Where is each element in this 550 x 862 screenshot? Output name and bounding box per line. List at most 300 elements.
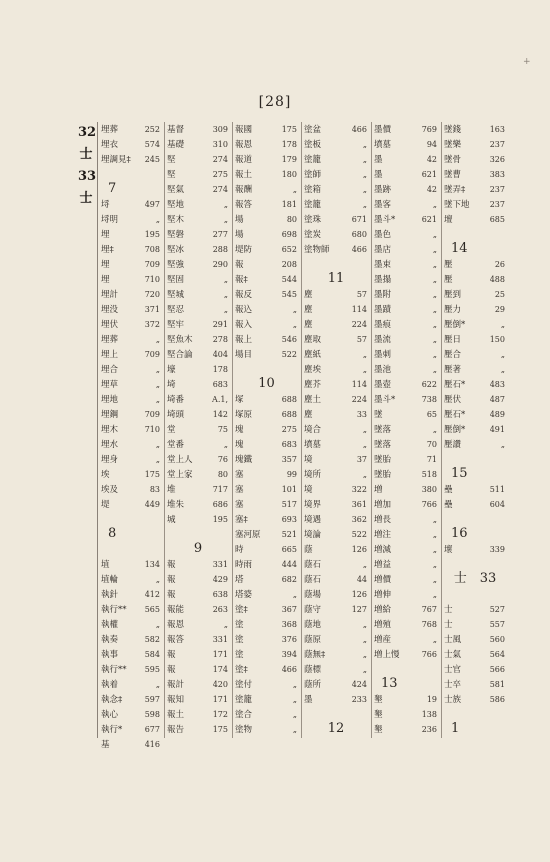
entry-page-number: 380 bbox=[421, 485, 437, 494]
index-entry bbox=[98, 152, 164, 168]
entry-page-number: „ bbox=[362, 185, 367, 194]
entry-term: 壇 bbox=[444, 215, 453, 225]
index-entry bbox=[98, 437, 164, 453]
index-entry bbox=[441, 632, 509, 648]
index-entry bbox=[371, 227, 441, 243]
index-entry bbox=[371, 317, 441, 333]
entry-term: 墨跡 bbox=[374, 185, 392, 195]
entry-page-number: 175 bbox=[144, 470, 160, 479]
index-entry bbox=[164, 662, 232, 678]
entry-term: 境遇 bbox=[304, 515, 322, 525]
index-entry bbox=[232, 557, 301, 573]
index-entry bbox=[98, 587, 164, 603]
entry-page-number: „ bbox=[362, 140, 367, 149]
index-entry bbox=[232, 287, 301, 303]
entry-term: 塊鐵 bbox=[235, 455, 253, 465]
entry-page-number: 233 bbox=[351, 695, 367, 704]
entry-page-number: 134 bbox=[144, 560, 160, 569]
index-entry bbox=[301, 467, 371, 483]
entry-term: 塚原 bbox=[235, 410, 253, 420]
entry-page-number: 686 bbox=[212, 500, 228, 509]
entry-page-number: 677 bbox=[144, 725, 160, 734]
entry-page-number: 224 bbox=[351, 395, 367, 404]
entry-page-number: 277 bbox=[212, 230, 228, 239]
entry-page-number: „ bbox=[155, 215, 160, 224]
entry-page-number: „ bbox=[292, 305, 297, 314]
entry-page-number: „ bbox=[155, 380, 160, 389]
entry-page-number: 57 bbox=[356, 335, 367, 344]
entry-page-number: 483 bbox=[489, 380, 505, 389]
stroke-count-label: 13 bbox=[381, 676, 398, 691]
entry-term: 塗 bbox=[235, 635, 244, 645]
entry-term: 壘 bbox=[444, 485, 453, 495]
index-entry bbox=[301, 122, 371, 138]
entry-term: 報答 bbox=[167, 635, 185, 645]
entry-page-number: 527 bbox=[489, 605, 505, 614]
index-entry bbox=[371, 422, 441, 438]
side-tab: 士 bbox=[79, 147, 93, 162]
entry-page-number: „ bbox=[432, 230, 437, 239]
entry-term: 執事 bbox=[101, 650, 119, 660]
index-entry bbox=[441, 257, 509, 273]
index-entry bbox=[98, 392, 164, 408]
entry-page-number: „ bbox=[432, 245, 437, 254]
entry-term: 墨 bbox=[304, 695, 313, 705]
index-entry bbox=[232, 347, 301, 363]
entry-term: 増 bbox=[374, 485, 383, 495]
index-entry bbox=[232, 692, 301, 708]
index-entry bbox=[232, 152, 301, 168]
index-entry bbox=[371, 572, 441, 588]
entry-page-number: 652 bbox=[281, 245, 297, 254]
entry-page-number: 586 bbox=[489, 695, 505, 704]
entry-term: 堅磐 bbox=[167, 230, 185, 240]
entry-term: 壓石* bbox=[444, 380, 466, 390]
entry-term: 時 bbox=[235, 545, 244, 555]
entry-page-number: 582 bbox=[144, 635, 160, 644]
entry-term: 墨斗* bbox=[374, 395, 396, 405]
entry-page-number: 383 bbox=[489, 170, 505, 179]
entry-term: 埼 bbox=[167, 380, 176, 390]
index-entry bbox=[371, 632, 441, 648]
entry-page-number: 180 bbox=[281, 170, 297, 179]
entry-page-number: 172 bbox=[212, 710, 228, 719]
index-entry bbox=[98, 242, 164, 258]
entry-term: 塵 bbox=[304, 410, 313, 420]
entry-term: 報知 bbox=[167, 695, 185, 705]
index-entry bbox=[164, 692, 232, 708]
index-entry bbox=[98, 572, 164, 588]
index-entry bbox=[164, 467, 232, 483]
index-entry bbox=[301, 482, 371, 498]
index-entry bbox=[164, 437, 232, 453]
index-entry bbox=[164, 392, 232, 408]
index-entry bbox=[164, 287, 232, 303]
index-entry bbox=[371, 407, 441, 423]
entry-page-number: 769 bbox=[421, 125, 437, 134]
entry-term: 塵 bbox=[304, 305, 313, 315]
index-entry bbox=[164, 422, 232, 438]
index-entry bbox=[441, 422, 509, 438]
index-entry bbox=[371, 137, 441, 153]
entry-term: 墨痕 bbox=[374, 320, 392, 330]
entry-term: 壓伏 bbox=[444, 395, 462, 405]
entry-page-number: 710 bbox=[144, 425, 160, 434]
entry-page-number: 195 bbox=[212, 515, 228, 524]
entry-term: 堅忍 bbox=[167, 305, 185, 315]
index-entry bbox=[98, 332, 164, 348]
index-entry bbox=[301, 542, 371, 558]
index-entry bbox=[441, 347, 509, 363]
entry-page-number: 738 bbox=[421, 395, 437, 404]
entry-page-number: 25 bbox=[494, 290, 505, 299]
index-entry bbox=[232, 452, 301, 468]
entry-page-number: 142 bbox=[212, 410, 228, 419]
entry-term: 墨刺 bbox=[374, 350, 392, 360]
index-entry bbox=[164, 647, 232, 663]
entry-page-number: „ bbox=[223, 290, 228, 299]
entry-page-number: „ bbox=[432, 200, 437, 209]
index-entry bbox=[371, 332, 441, 348]
entry-term: 壓石* bbox=[444, 410, 466, 420]
page-number: [28] bbox=[258, 94, 292, 110]
index-entry bbox=[301, 647, 371, 663]
entry-page-number: „ bbox=[432, 275, 437, 284]
entry-term: 塔婆 bbox=[235, 590, 253, 600]
entry-term: 埋草 bbox=[101, 380, 119, 390]
index-entry bbox=[371, 542, 441, 558]
index-entry bbox=[441, 602, 509, 618]
entry-page-number: 597 bbox=[144, 695, 160, 704]
entry-page-number: 171 bbox=[212, 650, 228, 659]
entry-page-number: 720 bbox=[144, 290, 160, 299]
index-entry bbox=[371, 242, 441, 258]
entry-page-number: 26 bbox=[494, 260, 505, 269]
entry-page-number: 557 bbox=[489, 620, 505, 629]
index-entry bbox=[301, 152, 371, 168]
entry-page-number: 178 bbox=[281, 140, 297, 149]
index-entry bbox=[232, 407, 301, 423]
entry-term: 壓倒* bbox=[444, 425, 466, 435]
index-entry bbox=[164, 122, 232, 138]
index-entry bbox=[98, 362, 164, 378]
index-entry bbox=[301, 587, 371, 603]
index-entry bbox=[98, 677, 164, 693]
entry-page-number: 517 bbox=[281, 500, 297, 509]
entry-term: 墜樂 bbox=[444, 140, 462, 150]
entry-term: 報恩 bbox=[167, 620, 185, 630]
entry-term: 報答 bbox=[235, 200, 253, 210]
entry-page-number: 70 bbox=[426, 440, 437, 449]
entry-page-number: 274 bbox=[212, 155, 228, 164]
entry-term: 増益 bbox=[374, 560, 392, 570]
entry-page-number: „ bbox=[362, 170, 367, 179]
entry-term: 執奏 bbox=[101, 635, 119, 645]
entry-page-number: „ bbox=[223, 200, 228, 209]
index-column-3 bbox=[232, 122, 302, 738]
entry-page-number: 288 bbox=[212, 245, 228, 254]
index-entry bbox=[232, 482, 301, 498]
entry-page-number: „ bbox=[292, 185, 297, 194]
index-entry bbox=[371, 557, 441, 573]
entry-term: 報 bbox=[167, 665, 176, 675]
entry-page-number: „ bbox=[362, 365, 367, 374]
entry-term: 士 bbox=[444, 605, 453, 615]
entry-term: 場目 bbox=[235, 350, 253, 360]
entry-page-number: 80 bbox=[217, 470, 228, 479]
entry-page-number: 680 bbox=[351, 230, 367, 239]
index-entry bbox=[441, 392, 509, 408]
entry-page-number: 595 bbox=[144, 665, 160, 674]
entry-term: 壓著 bbox=[444, 365, 462, 375]
entry-page-number: „ bbox=[155, 575, 160, 584]
stroke-count-label: 7 bbox=[108, 181, 117, 196]
entry-page-number: 685 bbox=[489, 215, 505, 224]
entry-term: 報酬 bbox=[235, 185, 253, 195]
index-entry bbox=[371, 527, 441, 543]
index-entry bbox=[371, 452, 441, 468]
entry-term: 塗板 bbox=[304, 140, 322, 150]
entry-term: 堅強 bbox=[167, 260, 185, 270]
entry-term: 堅魚木 bbox=[167, 335, 193, 345]
entry-term: 埋地 bbox=[101, 395, 119, 405]
entry-term: 塗盆 bbox=[304, 125, 322, 135]
entry-term: 執行** bbox=[101, 665, 127, 675]
entry-page-number: 489 bbox=[489, 410, 505, 419]
index-entry bbox=[164, 227, 232, 243]
index-entry bbox=[164, 167, 232, 183]
index-entry bbox=[301, 317, 371, 333]
entry-page-number: 560 bbox=[489, 635, 505, 644]
index-entry bbox=[164, 152, 232, 168]
entry-term: 埋上 bbox=[101, 350, 119, 360]
entry-term: 蔭守 bbox=[304, 605, 322, 615]
index-entry bbox=[98, 407, 164, 423]
index-entry bbox=[441, 482, 509, 498]
entry-term: 増減 bbox=[374, 545, 392, 555]
index-column-5 bbox=[371, 122, 442, 738]
index-entry bbox=[301, 347, 371, 363]
entry-term: 埋伏 bbox=[101, 320, 119, 330]
entry-term: 塗 bbox=[235, 650, 244, 660]
index-entry bbox=[232, 317, 301, 333]
index-entry bbox=[371, 287, 441, 303]
index-entry bbox=[441, 272, 509, 288]
entry-page-number: 101 bbox=[281, 485, 297, 494]
entry-term: 堂番 bbox=[167, 440, 185, 450]
entry-page-number: 339 bbox=[489, 545, 505, 554]
index-entry bbox=[164, 722, 232, 738]
entry-page-number: 83 bbox=[149, 485, 160, 494]
entry-page-number: 195 bbox=[144, 230, 160, 239]
stroke-count-label: 14 bbox=[451, 241, 468, 256]
entry-page-number: „ bbox=[155, 620, 160, 629]
index-entry bbox=[98, 317, 164, 333]
entry-term: 壓力 bbox=[444, 305, 462, 315]
entry-term: 壓到 bbox=[444, 290, 462, 300]
entry-term: 塊 bbox=[235, 440, 244, 450]
entry-page-number: „ bbox=[432, 545, 437, 554]
entry-page-number: „ bbox=[432, 425, 437, 434]
index-entry bbox=[232, 242, 301, 258]
entry-term: 執針 bbox=[101, 590, 119, 600]
index-table bbox=[97, 122, 509, 750]
index-entry bbox=[164, 257, 232, 273]
index-entry bbox=[441, 497, 509, 513]
entry-page-number: „ bbox=[362, 560, 367, 569]
index-entry bbox=[371, 692, 441, 708]
entry-term: 蔭石 bbox=[304, 560, 322, 570]
index-entry bbox=[301, 512, 371, 528]
index-entry bbox=[441, 647, 509, 663]
entry-term: 塵土 bbox=[304, 395, 322, 405]
entry-term: 墾 bbox=[374, 710, 383, 720]
entry-page-number: „ bbox=[362, 620, 367, 629]
index-entry bbox=[164, 272, 232, 288]
entry-term: 墨池 bbox=[374, 365, 392, 375]
entry-term: 増加 bbox=[374, 500, 392, 510]
side-tab: 33 bbox=[78, 169, 97, 184]
entry-term: 墜胎 bbox=[374, 470, 392, 480]
entry-page-number: 94 bbox=[426, 140, 437, 149]
entry-term: 報恩 bbox=[235, 140, 253, 150]
entry-term: 墨店 bbox=[374, 245, 392, 255]
entry-term: 墜弄‡ bbox=[444, 185, 466, 195]
index-entry bbox=[164, 242, 232, 258]
entry-term: 執行* bbox=[101, 725, 123, 735]
index-entry bbox=[371, 512, 441, 528]
entry-term: 蔭標 bbox=[304, 665, 322, 675]
entry-page-number: „ bbox=[432, 530, 437, 539]
entry-page-number: 709 bbox=[144, 410, 160, 419]
entry-page-number: 688 bbox=[281, 410, 297, 419]
index-entry bbox=[301, 212, 371, 228]
entry-page-number: 174 bbox=[212, 665, 228, 674]
entry-term: 塗籠 bbox=[235, 695, 253, 705]
entry-term: 堤 bbox=[101, 500, 110, 510]
entry-page-number: „ bbox=[432, 350, 437, 359]
entry-term: 塗珠 bbox=[304, 215, 322, 225]
entry-page-number: 521 bbox=[281, 530, 297, 539]
entry-page-number: 412 bbox=[144, 590, 160, 599]
entry-page-number: 710 bbox=[144, 275, 160, 284]
entry-page-number: 331 bbox=[212, 560, 228, 569]
index-entry bbox=[164, 557, 232, 573]
index-entry bbox=[441, 617, 509, 633]
entry-term: 塗箱 bbox=[304, 185, 322, 195]
entry-term: 壞 bbox=[444, 545, 453, 555]
index-entry bbox=[301, 392, 371, 408]
entry-term: 士 bbox=[444, 620, 453, 630]
entry-term: 堅 bbox=[167, 155, 176, 165]
entry-page-number: „ bbox=[432, 290, 437, 299]
entry-term: 基 bbox=[101, 740, 110, 750]
entry-page-number: 310 bbox=[212, 140, 228, 149]
entry-page-number: 371 bbox=[144, 305, 160, 314]
entry-page-number: 709 bbox=[144, 350, 160, 359]
index-entry bbox=[441, 197, 509, 213]
entry-term: 堅固 bbox=[167, 275, 185, 285]
entry-page-number: 545 bbox=[281, 290, 297, 299]
entry-page-number: „ bbox=[362, 200, 367, 209]
entry-page-number: 698 bbox=[281, 230, 297, 239]
index-entry bbox=[371, 377, 441, 393]
index-entry bbox=[232, 167, 301, 183]
entry-page-number: 688 bbox=[281, 395, 297, 404]
index-entry bbox=[164, 572, 232, 588]
entry-term: 埋 bbox=[101, 260, 110, 270]
entry-page-number: „ bbox=[500, 440, 505, 449]
entry-page-number: 682 bbox=[281, 575, 297, 584]
entry-page-number: 245 bbox=[144, 155, 160, 164]
entry-term: 増伸 bbox=[374, 590, 392, 600]
entry-page-number: 42 bbox=[426, 185, 437, 194]
entry-page-number: 497 bbox=[144, 200, 160, 209]
index-entry bbox=[441, 437, 509, 453]
index-entry bbox=[98, 197, 164, 213]
entry-term: 執行** bbox=[101, 605, 127, 615]
index-entry bbox=[164, 587, 232, 603]
entry-term: 境 bbox=[304, 455, 313, 465]
index-entry bbox=[441, 362, 509, 378]
entry-term: 墨附 bbox=[374, 290, 392, 300]
entry-page-number: 179 bbox=[281, 155, 297, 164]
entry-term: 堅合論 bbox=[167, 350, 193, 360]
entry-page-number: 44 bbox=[356, 575, 367, 584]
index-entry bbox=[371, 467, 441, 483]
entry-page-number: 150 bbox=[489, 335, 505, 344]
entry-page-number: „ bbox=[432, 365, 437, 374]
entry-term: 増殖 bbox=[374, 620, 392, 630]
index-entry bbox=[164, 137, 232, 153]
entry-page-number: A.1, bbox=[212, 395, 228, 404]
entry-term: 埴 bbox=[101, 560, 110, 570]
entry-page-number: 766 bbox=[421, 650, 437, 659]
index-entry bbox=[232, 332, 301, 348]
entry-page-number: „ bbox=[432, 320, 437, 329]
index-entry bbox=[232, 467, 301, 483]
entry-term: 墜下地 bbox=[444, 200, 470, 210]
index-entry bbox=[441, 332, 509, 348]
index-entry bbox=[441, 137, 509, 153]
entry-page-number: „ bbox=[292, 680, 297, 689]
index-entry bbox=[164, 332, 232, 348]
entry-term: 塗炭 bbox=[304, 230, 322, 240]
entry-page-number: 621 bbox=[421, 170, 437, 179]
index-column-6 bbox=[441, 122, 509, 738]
entry-page-number: „ bbox=[432, 575, 437, 584]
index-entry bbox=[301, 362, 371, 378]
entry-term: 執着 bbox=[101, 680, 119, 690]
entry-page-number: 581 bbox=[489, 680, 505, 689]
entry-term: 報 bbox=[167, 560, 176, 570]
entry-term: 墳墓 bbox=[374, 140, 392, 150]
index-entry bbox=[164, 632, 232, 648]
entry-term: 墨搨 bbox=[374, 275, 392, 285]
entry-term: 塵取 bbox=[304, 335, 322, 345]
entry-page-number: 263 bbox=[212, 605, 228, 614]
index-entry bbox=[232, 617, 301, 633]
index-entry bbox=[371, 392, 441, 408]
entry-page-number: 357 bbox=[281, 455, 297, 464]
entry-term: 墨 bbox=[374, 170, 383, 180]
entry-term: 墨價 bbox=[374, 125, 392, 135]
entry-page-number: 76 bbox=[217, 455, 228, 464]
stroke-count-label: 15 bbox=[451, 466, 468, 481]
index-entry bbox=[232, 572, 301, 588]
index-entry bbox=[441, 542, 509, 558]
index-entry bbox=[232, 212, 301, 228]
